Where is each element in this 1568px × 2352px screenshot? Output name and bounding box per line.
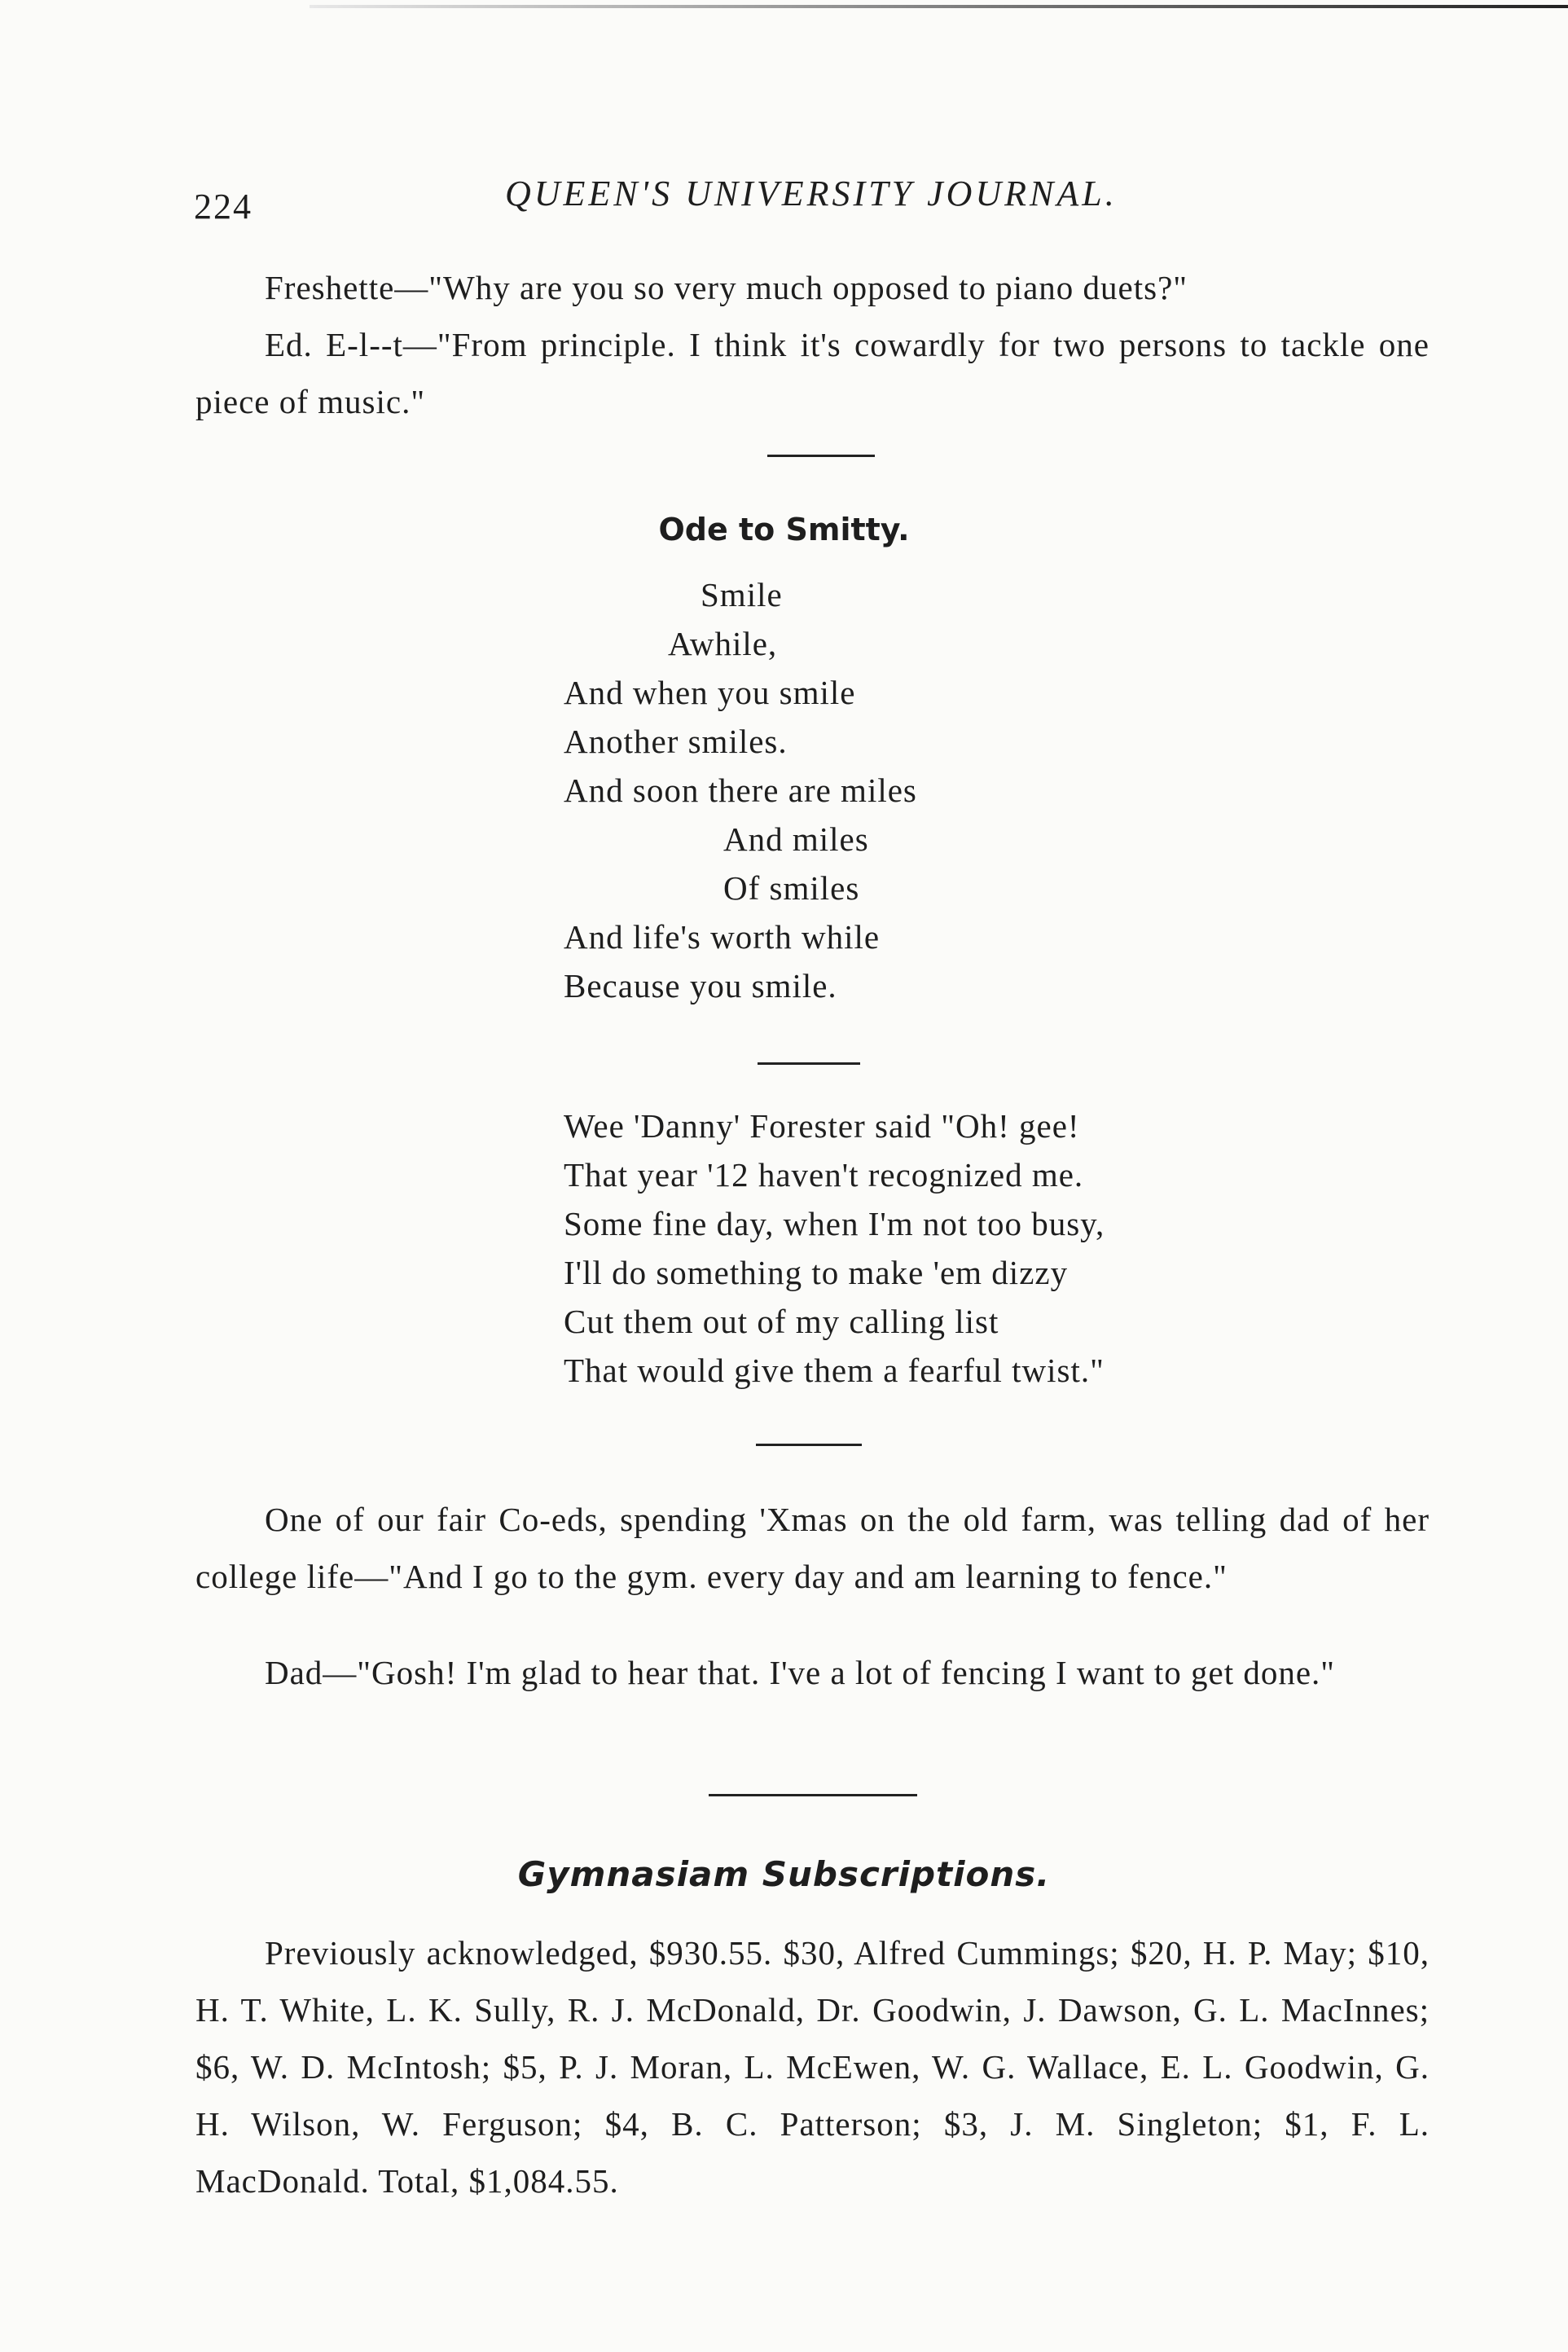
subscriptions-title: Gymnasiam Subscriptions.	[517, 1854, 1051, 1894]
poem-line: Of smiles	[723, 869, 860, 907]
section-divider	[756, 1444, 862, 1446]
poem-line: And life's worth while	[564, 918, 881, 956]
section-divider	[709, 1794, 917, 1796]
running-head: QUEEN'S UNIVERSITY JOURNAL.	[505, 174, 1118, 213]
poem-line: Another smiles.	[564, 723, 788, 760]
freshette-question: Freshette—"Why are you so very much opposed to piano duets?"	[265, 269, 1188, 306]
page-header	[0, 173, 1568, 230]
section-divider	[767, 455, 875, 457]
freshette-answer: Ed. E-l--t—"From principle. I think it's cowardly for two persons to tackle one piece of music."	[195, 326, 1430, 420]
poem-line: Cut them out of my calling list	[564, 1303, 999, 1340]
poem-line: Smile	[701, 576, 783, 613]
top-edge-rule	[310, 5, 1568, 8]
coed-joke-reply: Dad—"Gosh! I'm glad to hear that. I've a lot of fencing I want to get done."	[265, 1654, 1336, 1691]
poem-line: That would give them a fearful twist."	[564, 1352, 1105, 1389]
section-divider	[758, 1062, 860, 1065]
poem-line: Wee 'Danny' Forester said "Oh! gee!	[564, 1107, 1080, 1145]
poem-line: Because you smile.	[564, 967, 837, 1005]
poem-line: That year '12 haven't recognized me.	[564, 1156, 1084, 1194]
poem-line: I'll do something to make 'em dizzy	[564, 1254, 1069, 1291]
coed-joke-paragraph: One of our fair Co-eds, spending 'Xmas on the old farm, was telling dad of her college life—"And I go to the gym. every day and am learning to fence."	[195, 1501, 1430, 1595]
poem-line: And when you smile	[564, 674, 856, 711]
poem-line: And miles	[723, 820, 869, 858]
poem-line: Some fine day, when I'm not too busy,	[564, 1205, 1105, 1242]
subscriptions-text: Previously acknowledged, $930.55. $30, Alfred Cummings; $20, H. P. May; $10, H. T. White, L. K. Sully, R. J. McDonald, Dr. Goodwin, J. Dawson, G. L. MacInnes; $6, W. D. McIntosh; $5, P. J. Moran, L. McEwen, W. G. Wallace, E. L. Goodwin, G. H. Wilson, W. Ferguson; $4, B. C. Patterson; $3, J. M. Singleton; $1, F. L. MacDonald. Total, $1,084.55.	[195, 1934, 1430, 2200]
poem-line: And soon there are miles	[564, 772, 917, 809]
ode-title: Ode to Smitty.	[658, 512, 910, 547]
poem-line: Awhile,	[668, 625, 778, 662]
page-number: 224	[194, 187, 253, 226]
